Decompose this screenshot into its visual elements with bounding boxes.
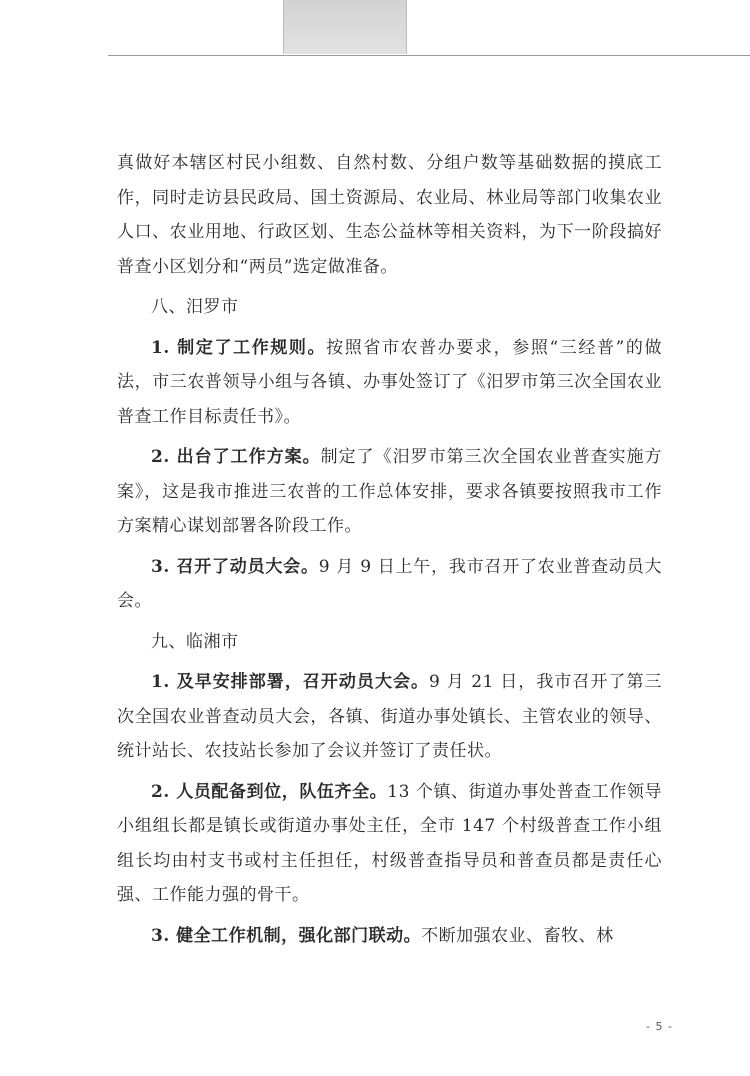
scan-artifact xyxy=(283,0,407,54)
paragraph-intro: 真做好本辖区村民小组数、自然村数、分组户数等基础数据的摸底工作，同时走访县民政局、国土资源局、农业局、林业局等部门收集农业人口、农业用地、行政区划、生态公益林等相关资料，为下一阶段搞好普查小区划分和“两员”选定做准备。 xyxy=(117,153,662,277)
header-rule xyxy=(108,55,750,56)
paragraph-linxiang-3: 3. 健全工作机制，强化部门联动。不断加强农业、畜牧、林 xyxy=(151,925,614,946)
document-body xyxy=(117,146,662,953)
paragraph-miluo-2: 2. 出台了工作方案。制定了《汨罗市第三次全国农业普查实施方案》，这是我市推进三农普的工作总体安排，要求各镇要按照我市工作方案精心谋划部署各阶段工作。 xyxy=(117,447,662,536)
paragraph-linxiang-1: 1. 及早安排部署，召开动员大会。9 月 21 日，我市召开了第三次全国农业普查动员大会，各镇、街道办事处镇长、主管农业的领导、统计站长、农技站长参加了会议并签订了责任状。 xyxy=(117,672,662,761)
page-number: - 5 - xyxy=(646,1020,673,1033)
section-heading-linxiang: 九、临湘市 xyxy=(151,631,239,652)
paragraph-miluo-3: 3. 召开了动员大会。9 月 9 日上午，我市召开了农业普查动员大会。 xyxy=(117,556,662,611)
paragraph-miluo-1: 1. 制定了工作规则。按照省市农普办要求，参照“三经普”的做法，市三农普领导小组与各镇、办事处签订了《汨罗市第三次全国农业普查工作目标责任书》。 xyxy=(117,337,662,427)
section-heading-miluo: 八、汨罗市 xyxy=(151,297,239,317)
paragraph-linxiang-2: 2. 人员配备到位，队伍齐全。13 个镇、街道办事处普查工作领导小组组长都是镇长或街道办事处主任，全市 147 个村级普查工作小组组长均由村支书或村主任担任，村级普查指导员和普查员都是责任心强、工作能力强的骨干。 xyxy=(117,781,662,905)
